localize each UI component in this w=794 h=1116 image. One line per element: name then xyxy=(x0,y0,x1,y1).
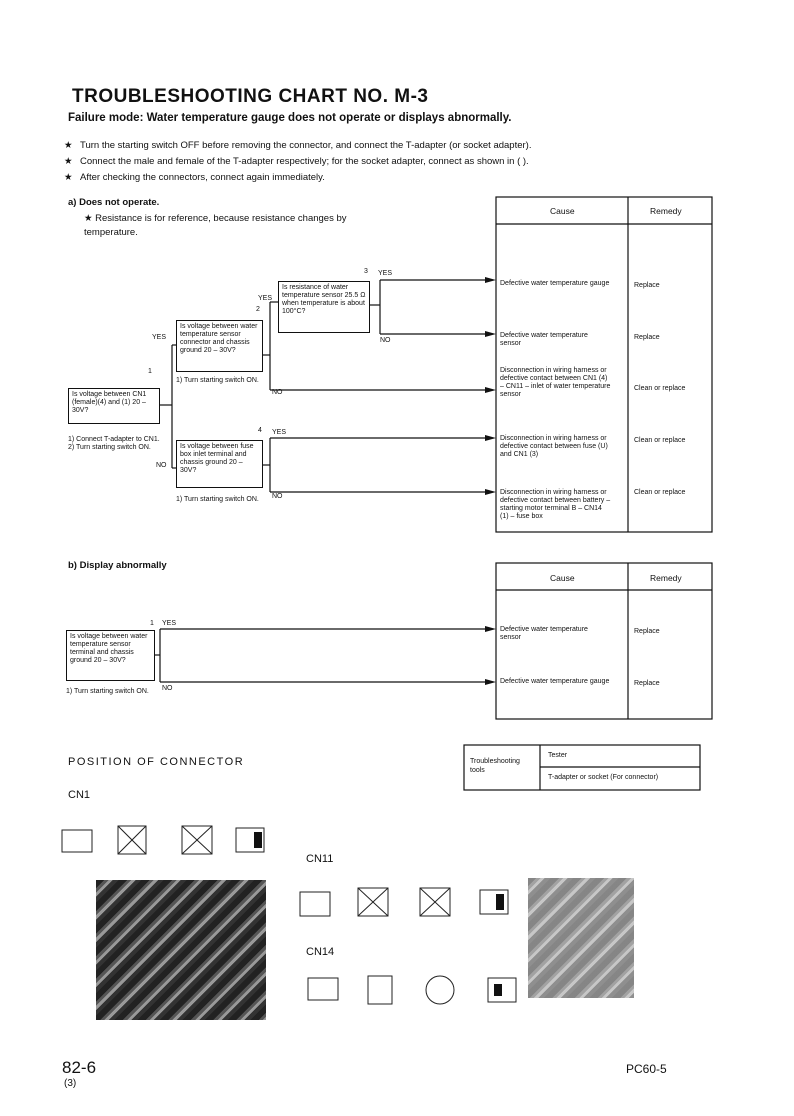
cause-3: Disconnection in wiring harness or defective contact between CN1 (4) – CN11 – inlet of water temperature sensor xyxy=(500,367,611,398)
tools-item-1: Tester xyxy=(548,752,568,759)
section-a-note: ★ Resistance is for reference, because resistance changes by temperature. xyxy=(84,213,347,238)
yes-label: YES xyxy=(272,429,287,436)
section-a-cause-header: Cause xyxy=(550,206,575,216)
decision-box-4: Is voltage between fuse box inlet terminal and chassis ground 20 – 30V? xyxy=(176,440,263,488)
step-number-4: 4 xyxy=(258,427,262,434)
engine-photo-left xyxy=(96,880,266,1020)
connector-label-cn1: CN1 xyxy=(68,789,91,801)
tools-label: Troubleshooting tools xyxy=(470,758,520,774)
no-label: NO xyxy=(156,462,167,469)
yes-label: YES xyxy=(162,620,177,627)
cause-5: Disconnection in wiring harness or defective contact between battery – starting motor terminal B – CN14 (1) – fuse box xyxy=(500,489,611,520)
cause-b2: Defective water temperature gauge xyxy=(500,678,610,685)
section-a-remedy-header: Remedy xyxy=(650,206,682,216)
connector-label-cn11: CN11 xyxy=(306,853,334,865)
cause-1: Defective water temperature gauge xyxy=(500,280,610,287)
remedy-b2: Replace xyxy=(634,680,660,687)
note-3-text: After checking the connectors, connect again immediately. xyxy=(80,172,325,183)
failure-mode: Failure mode: Water temperature gauge does not operate or displays abnormally. xyxy=(68,112,512,124)
model-label: PC60-5 xyxy=(626,1062,667,1076)
engine-photo-right xyxy=(528,878,634,998)
cause-2: Defective water temperature sensor xyxy=(500,332,588,347)
step-number-b1: 1 xyxy=(150,620,154,627)
section-b-cause-header: Cause xyxy=(550,573,575,583)
step-number-1: 1 xyxy=(148,368,152,375)
position-title: POSITION OF CONNECTOR xyxy=(68,756,245,768)
note-1-text: Turn the starting switch OFF before removing the connector, and connect the T-adapter (or socket adapter). xyxy=(80,140,532,151)
cause-b1: Defective water temperature sensor xyxy=(500,626,588,641)
cause-4: Disconnection in wiring harness or defective contact between fuse (U) and CN1 (3) xyxy=(500,435,608,458)
decision-box-2: Is voltage between water temperature sensor connector and chassis ground 20 – 30V? xyxy=(176,320,263,372)
tools-item-2: T-adapter or socket (For connector) xyxy=(548,774,659,781)
page-sub: (3) xyxy=(64,1078,77,1089)
no-label: NO xyxy=(162,685,173,692)
decision-box-2-note: 1) Turn starting switch ON. xyxy=(176,377,259,384)
page-title: TROUBLESHOOTING CHART NO. M-3 xyxy=(72,86,429,107)
decision-box-b1: Is voltage between water temperature sensor terminal and chassis ground 20 – 30V? xyxy=(66,630,155,681)
remedy-4: Clean or replace xyxy=(634,437,686,444)
section-b-title: b) Display abnormally xyxy=(68,560,167,571)
no-label: NO xyxy=(272,493,283,500)
note-2-text: Connect the male and female of the T-adapter respectively; for the socket adapter, connect as shown in ( ). xyxy=(80,156,529,167)
no-label: NO xyxy=(380,337,391,344)
star-icon: ★ xyxy=(64,156,73,167)
page-number: 82-6 xyxy=(62,1058,97,1077)
connector-label-cn14: CN14 xyxy=(306,946,335,958)
yes-label: YES xyxy=(378,270,393,277)
decision-box-1-note: 1) Connect T-adapter to CN1. 2) Turn starting switch ON. xyxy=(68,436,160,451)
remedy-5: Clean or replace xyxy=(634,489,686,496)
decision-box-1: Is voltage between CN1 (female)(4) and (1) 20 – 30V? xyxy=(68,388,160,424)
section-b-remedy-header: Remedy xyxy=(650,573,682,583)
remedy-2: Replace xyxy=(634,334,660,341)
step-number-2: 2 xyxy=(256,306,260,313)
yes-label: YES xyxy=(152,334,167,341)
remedy-b1: Replace xyxy=(634,628,660,635)
star-icon: ★ xyxy=(64,140,73,151)
decision-box-3: Is resistance of water temperature sensor 25.5 Ω when temperature is about 100°C? xyxy=(278,281,370,333)
step-number-3: 3 xyxy=(364,268,368,275)
star-icon: ★ xyxy=(64,172,73,183)
decision-box-b1-note: 1) Turn starting switch ON. xyxy=(66,688,149,695)
remedy-3: Clean or replace xyxy=(634,385,686,392)
decision-box-4-note: 1) Turn starting switch ON. xyxy=(176,496,259,503)
yes-label: YES xyxy=(258,295,273,302)
no-label: NO xyxy=(272,389,283,396)
section-a-title: a) Does not operate. xyxy=(68,197,160,208)
remedy-1: Replace xyxy=(634,282,660,289)
